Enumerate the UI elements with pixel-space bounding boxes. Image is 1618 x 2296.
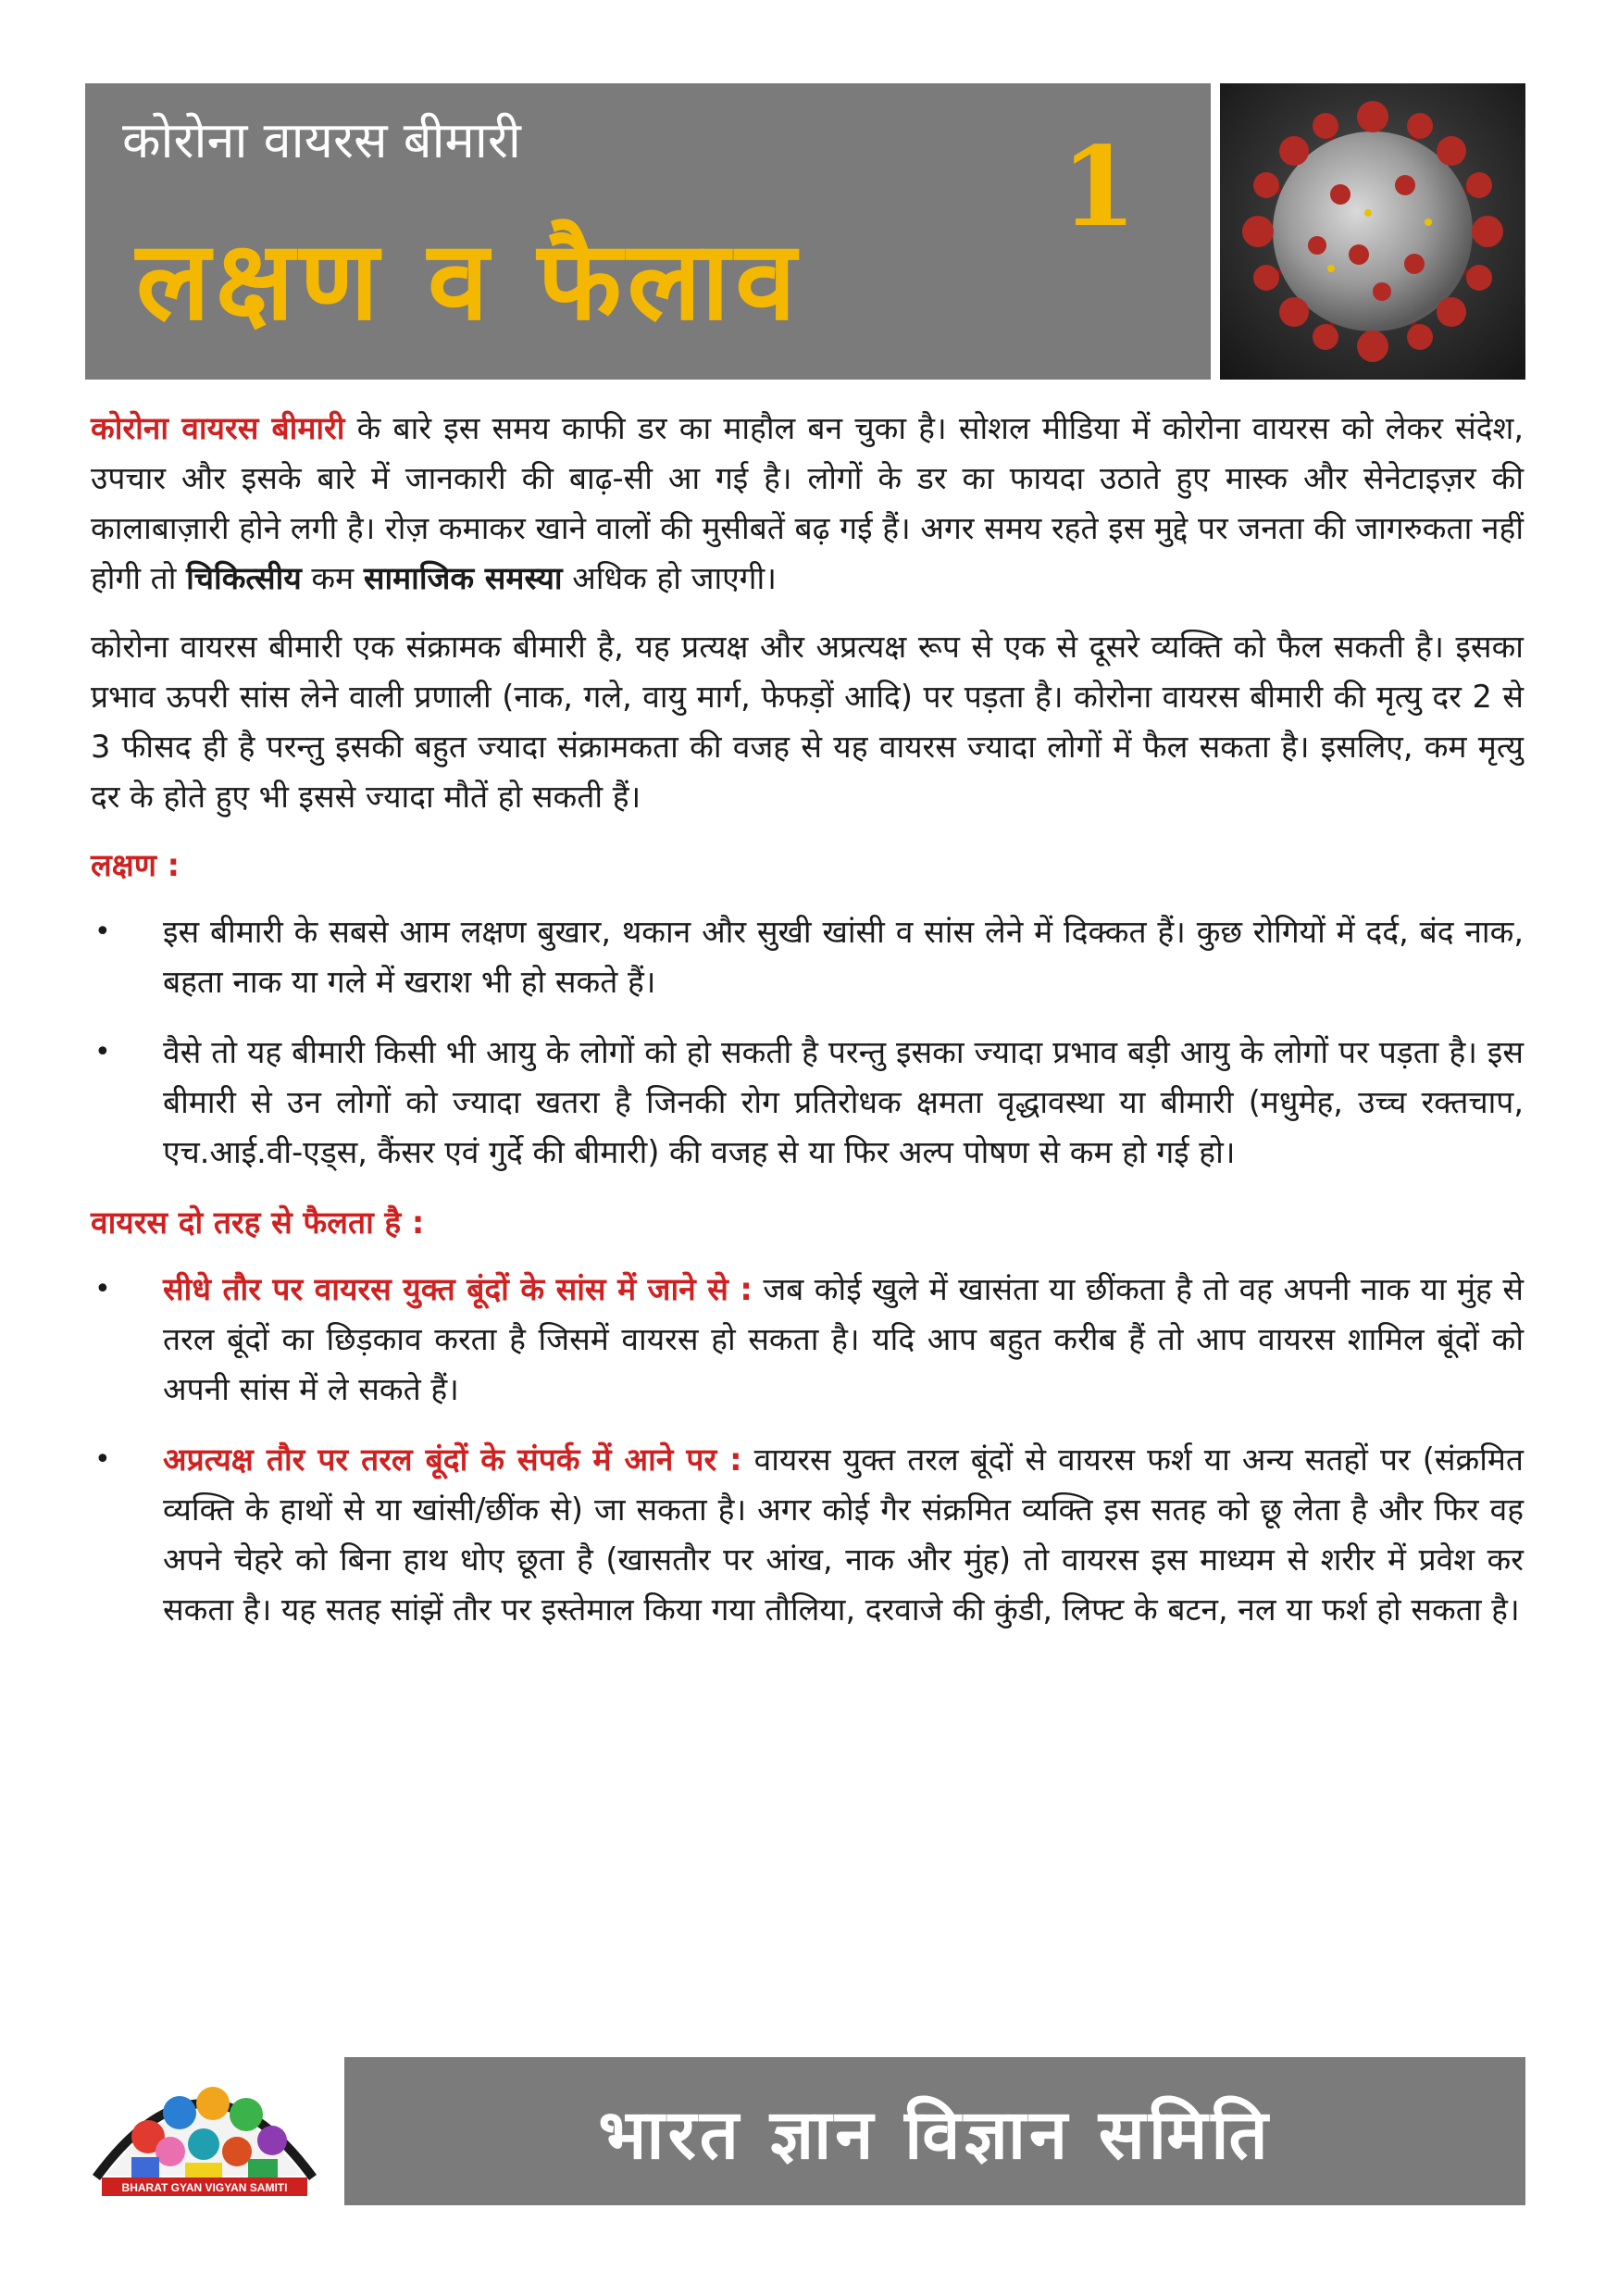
- list-item: [91, 1028, 1524, 1178]
- page-number: 1: [1060, 122, 1137, 251]
- bullet-icon: •: [94, 916, 111, 948]
- spread-lead: अप्रत्यक्ष तौर पर तरल बूंदों के संपर्क में आने पर :: [163, 1441, 742, 1478]
- bullet-icon: •: [94, 1036, 111, 1068]
- bgvs-logo: [83, 2048, 326, 2211]
- coronavirus-image: [1220, 83, 1525, 380]
- symptoms-heading: लक्षण :: [91, 847, 180, 883]
- virus-icon: [1220, 83, 1525, 380]
- symptoms-list: [91, 907, 1524, 1178]
- page-title: लक्षण व फैलाव: [136, 217, 802, 344]
- spread-lead: सीधे तौर पर वायरस युक्त बूंदों के सांस में जाने से :: [163, 1271, 753, 1307]
- spread-heading: वायरस दो तरह से फैलता है :: [91, 1204, 425, 1241]
- list-item: [91, 1265, 1524, 1415]
- list-item: [91, 907, 1524, 1007]
- header-banner: [85, 83, 1211, 380]
- intro-text: के बारे इस समय काफी डर का माहौल बन चुका है। सोशल मीडिया में कोरोना वायरस को लेकर संदेश, उपचार और इसके बारे में जानकारी की बाढ़-सी आ गई है। लोगों के डर का फायदा उठाते हुए मास्क और सेनेटाइज़र की कालाबाज़ारी होने लगी है। रोज़ कमाकर खाने वालों की मुसीबतें बढ़ गई हैं। अगर समय रहते इस मुद्दे पर जनता की जागरुकता नहीं होगी तो: [91, 410, 1524, 596]
- header-subtitle: कोरोना वायरस बीमारी: [122, 111, 521, 169]
- intro-mid-text: कम: [301, 560, 364, 596]
- list-item: [91, 1435, 1524, 1635]
- intro-paragraph-1: [91, 404, 1524, 604]
- logo-text: BHARAT GYAN VIGYAN SAMITI: [121, 2181, 288, 2194]
- spread-text: वायरस युक्त तरल बूंदों से वायरस फर्श या अन्य सतहों पर (संक्रमित व्यक्ति के हाथों से या खांसी/छींक से) जा सकता है। अगर कोई गैर संक्रमित व्यक्ति इस सतह को छू लेता है और फिर वह अपने चेहरे को बिना हाथ धोए छूता है (खासतौर पर आंख, नाक और मुंह) तो वायरस इस माध्यम से शरीर में प्रवेश कर सकता है। यह सतह सांझें तौर पर इस्तेमाल किया गया तौलिया, दरवाजे की कुंडी, लिफ्ट के बटन, नल या फर्श हो सकता है।: [163, 1441, 1524, 1628]
- symptom-text: इस बीमारी के सबसे आम लक्षण बुखार, थकान और सुखी खांसी व सांस लेने में दिक्कत हैं। कुछ रोगियों में दर्द, बंद नाक, बहता नाक या गले में खराश भी हो सकते हैं।: [163, 914, 1524, 1000]
- intro-end-text: अधिक हो जाएगी।: [562, 560, 777, 596]
- spread-list: [91, 1265, 1524, 1635]
- intro-paragraph-2: कोरोना वायरस बीमारी एक संक्रामक बीमारी है, यह प्रत्यक्ष और अप्रत्यक्ष रूप से एक से दूसरे व्यक्ति को फैल सकती है। इसका प्रभाव ऊपरी सांस लेने वाली प्रणाली (नाक, गले, वायु मार्ग, फेफड़ों आदि) पर पड़ता है। कोरोना वायरस बीमारी की मृत्यु दर 2 से 3 फीसद ही है परन्तु इसकी बहुत ज्यादा संक्रामकता की वजह से यह वायरस ज्यादा लोगों में फैल सकता है। इसलिए, कम मृत्यु दर के होते हुए भी इससे ज्यादा मौतें हो सकती हैं।: [91, 629, 1524, 815]
- logo-icon: [83, 2048, 326, 2211]
- highlight-corona-disease: कोरोना वायरस बीमारी: [91, 410, 345, 446]
- bold-medical: चिकित्सीय: [186, 560, 302, 596]
- main-content: [91, 404, 1524, 1655]
- footer-banner: [344, 2057, 1525, 2205]
- bullet-icon: •: [94, 1273, 111, 1305]
- bold-social-problem: सामाजिक समस्या: [363, 560, 563, 596]
- spread-text: जब कोई खुले में खासंता या छींकता है तो वह अपनी नाक या मुंह से तरल बूंदों का छिड़काव करता है जिसमें वायरस हो सकता है। यदि आप बहुत करीब हैं तो आप वायरस शामिल बूंदों को अपनी सांस में ले सकते हैं।: [163, 1271, 1524, 1407]
- bullet-icon: •: [94, 1443, 111, 1476]
- organization-name: भारत ज्ञान विज्ञान समिति: [598, 2094, 1272, 2175]
- symptom-text: वैसे तो यह बीमारी किसी भी आयु के लोगों को हो सकती है परन्तु इसका ज्यादा प्रभाव बड़ी आयु के लोगों पर पड़ता है। इस बीमारी से उन लोगों को ज्यादा खतरा है जिनकी रोग प्रतिरोधक क्षमता वृद्धावस्था या बीमारी (मधुमेह, उच्च रक्तचाप, एच.आई.वी-एड्स, कैंसर एवं गुर्दे की बीमारी) की वजह से या फिर अल्प पोषण से कम हो गई हो।: [163, 1034, 1524, 1170]
